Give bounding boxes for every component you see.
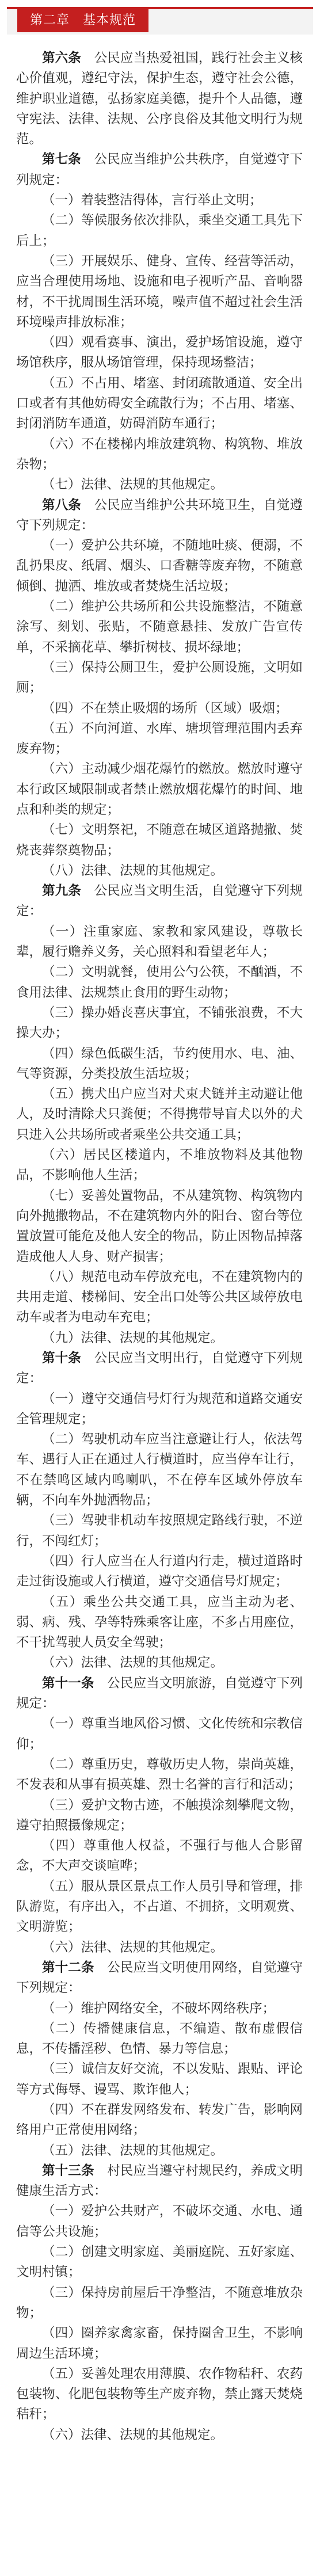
clause-paragraph	[16, 759, 303, 820]
clause-paragraph	[16, 1653, 303, 1673]
paragraph-text: （六）法律、法规的其他规定。	[42, 1655, 224, 1671]
clause-paragraph	[16, 1552, 303, 1592]
article-number: 第十三条	[42, 2163, 94, 2178]
clause-paragraph	[16, 2425, 303, 2445]
clause-paragraph	[16, 2242, 303, 2283]
paragraph-text: （三）诚信友好交流，不以发贴、跟贴、评论等方式侮辱、谩骂、欺诈他人；	[16, 2061, 303, 2097]
clause-paragraph	[16, 1755, 303, 1796]
paragraph-text: （七）妥善处置物品，不从建筑物、构筑物内向外抛撒物品，不在建筑物内外的阳台、窗台等位置放置可能危及他人安全的物品，防止因物品掉落造成他人人身、财产损害；	[16, 1188, 303, 1264]
clause-paragraph	[16, 1592, 303, 1653]
clause-paragraph	[16, 374, 303, 435]
paragraph-text: （六）居民区楼道内，不堆放物料及其他物品，不影响他人生活；	[16, 1148, 303, 1183]
clause-paragraph	[16, 536, 303, 597]
article-paragraph	[16, 1958, 303, 1999]
clause-paragraph	[16, 2201, 303, 2242]
paragraph-text: （五）妥善处理农用薄膜、农作物秸秆、农药包装物、化肥包装物等生产废弃物，禁止露天焚烧秸秆；	[16, 2366, 303, 2422]
clause-paragraph	[16, 211, 303, 251]
article-body	[0, 48, 320, 2445]
clause-paragraph	[16, 435, 303, 475]
clause-paragraph	[16, 251, 303, 333]
chapter-title: 第二章 基本规范	[17, 9, 148, 32]
paragraph-text: （八）规范电动车停放充电，不在建筑物内的共用走道、楼梯间、安全出口处等公共区域停放电动车或者为电动车充电；	[16, 1269, 303, 1325]
clause-paragraph	[16, 1511, 303, 1552]
paragraph-text: （一）尊重当地风俗习惯、文化传统和宗教信仰；	[16, 1716, 303, 1752]
paragraph-text: （五）法律、法规的其他规定。	[42, 2143, 224, 2158]
paragraph-text: （一）注重家庭、家教和家风建设，尊敬长辈，履行赡养义务，关心照料和看望老年人；	[16, 924, 303, 960]
clause-paragraph	[16, 1186, 303, 1267]
clause-paragraph	[16, 2059, 303, 2100]
paragraph-text: （五）乘坐公共交通工具，应当主动为老、弱、病、残、孕等特殊乘客让座，不多占用座位，不干扰驾驶人员安全驾驶；	[16, 1594, 303, 1651]
paragraph-text: （五）服从景区景点工作人员引导和管理，排队游览，有序出入，不占道、不拥挤，文明观赏、文明游览；	[16, 1878, 303, 1935]
clause-paragraph	[16, 1003, 303, 1044]
article-number: 第七条	[42, 152, 81, 167]
paragraph-text: （七）文明祭祀，不随意在城区道路抛撒、焚烧丧葬祭奠物品；	[16, 822, 303, 858]
paragraph-text: （四）圈养家禽家畜，保持圈舍卫生，不影响周边生活环境；	[16, 2326, 303, 2361]
paragraph-text: （六）不在楼梯内堆放建筑物、构筑物、堆放杂物；	[16, 436, 303, 472]
article-paragraph	[16, 496, 303, 536]
clause-paragraph	[16, 1389, 303, 1430]
clause-paragraph	[16, 1796, 303, 1836]
paragraph-text: （六）法律、法规的其他规定。	[42, 2427, 224, 2442]
paragraph-text: （一）爱护公共环境，不随地吐痰、便溺，不乱扔果皮、纸屑、烟头、口香糖等废弃物，不随意倾倒、抛洒、堆放或者焚烧生活垃圾；	[16, 538, 303, 594]
clause-paragraph	[16, 658, 303, 699]
clause-paragraph	[16, 1836, 303, 1877]
paragraph-text: （五）不占用、堵塞、封闭疏散通道、安全出口或者有其他妨碍安全疏散行为；不占用、堵塞、封闭消防车通道，妨碍消防车通行；	[16, 375, 303, 432]
paragraph-text: （六）法律、法规的其他规定。	[42, 1939, 224, 1955]
clause-paragraph	[16, 719, 303, 760]
clause-paragraph	[16, 475, 303, 495]
clause-paragraph	[16, 2283, 303, 2324]
article-paragraph	[16, 1348, 303, 1389]
article-paragraph	[16, 881, 303, 922]
paragraph-text: 公民应当文明出行，自觉遵守下列规定：	[16, 1351, 303, 1386]
paragraph-text: （二）驾驶机动车应当注意避让行人，依法驾车、遇行人正在通过人行横道时，应当停车让行，不在禁鸣区域内鸣喇叭，不在停车区域外停放车辆，不向车外抛洒物品；	[16, 1432, 303, 1508]
clause-paragraph	[16, 1084, 303, 1145]
paragraph-text: （四）绿色低碳生活，节约使用水、电、油、气等资源，分类投放生活垃圾；	[16, 1046, 303, 1081]
paragraph-text: （五）携犬出户应当对犬束犬链并主动避让他人，及时清除犬只粪便；不得携带导盲犬以外的犬只进入公共场所或者乘坐公共交通工具；	[16, 1087, 303, 1142]
article-paragraph	[16, 2161, 303, 2202]
paragraph-text: （一）爱护公共财产，不破坏交通、水电、通信等公共设施；	[16, 2204, 303, 2239]
clause-paragraph	[16, 333, 303, 374]
paragraph-text: （二）文明就餐，使用公勺公筷，不酗酒，不食用法律、法规禁止食用的野生动物；	[16, 965, 303, 1000]
clause-paragraph	[16, 1714, 303, 1755]
clause-paragraph	[16, 1999, 303, 2019]
paragraph-text: （四）观看赛事、演出，爱护场馆设施，遵守场馆秩序，服从场馆管理，保持现场整洁；	[16, 335, 303, 371]
clause-paragraph	[16, 2323, 303, 2364]
paragraph-text: （九）法律、法规的其他规定。	[42, 1330, 224, 1346]
article-paragraph	[16, 150, 303, 190]
paragraph-text: （三）开展娱乐、健身、宣传、经营等活动，应当合理使用场地、设施和电子视听产品、音响器材，不干扰周围生活环境，噪声值不超过社会生活环境噪声排放标准；	[16, 253, 303, 330]
clause-paragraph	[16, 1430, 303, 1511]
clause-paragraph	[16, 597, 303, 658]
paragraph-text: （三）操办婚丧喜庆事宜，不铺张浪费，不大操大办；	[16, 1005, 303, 1041]
paragraph-text: 公民应当文明旅游，自觉遵守下列规定：	[16, 1675, 303, 1712]
paragraph-text: 公民应当维护公共秩序，自觉遵守下列规定：	[16, 152, 303, 188]
clause-paragraph	[16, 2141, 303, 2161]
article-number: 第九条	[42, 883, 81, 899]
paragraph-text: （八）法律、法规的其他规定。	[42, 863, 224, 878]
paragraph-text: （一）维护网络安全，不破坏网络秩序；	[42, 2000, 276, 2016]
paragraph-text: （二）维护公共场所和公共设施整洁，不随意涂写、刻划、张贴，不随意悬挂、发放广告宣传单，不采摘花草、攀折树枝、损坏绿地；	[16, 599, 303, 655]
paragraph-text: 公民应当文明生活，自觉遵守下列规定：	[16, 883, 303, 919]
paragraph-text: （四）行人应当在人行道内行走，横过道路时走过街设施或人行横道，遵守交通信号灯规定；	[16, 1553, 303, 1590]
clause-paragraph	[16, 190, 303, 211]
paragraph-text: （二）尊重历史，尊敬历史人物，崇尚英雄，不发表和从事有损英雄、烈士名誉的言行和活动；	[16, 1756, 303, 1793]
clause-paragraph	[16, 922, 303, 963]
paragraph-text: （四）不在群发网络发布、转发广告，影响网络用户正常使用网络；	[16, 2102, 303, 2138]
paragraph-text: （一）着装整洁得体，言行举止文明；	[42, 193, 262, 208]
paragraph-text: （二）创建文明家庭、美丽庭院、五好家庭、文明村镇；	[16, 2245, 303, 2280]
paragraph-text: （三）驾驶非机动车按照规定路线行驶，不逆行，不闯红灯；	[16, 1513, 303, 1549]
article-number: 第十二条	[42, 1960, 94, 1975]
article-number: 第十一条	[42, 1675, 94, 1691]
paragraph-text: 公民应当热爱祖国，践行社会主义核心价值观，遵纪守法，保护生态，遵守社会公德，维护职业道德，弘扬家庭美德，提升个人品德，遵守宪法、法律、法规、公序良俗及其他文明行为规范。	[16, 51, 303, 147]
paragraph-text: （一）遵守交通信号灯行为规范和道路交通安全管理规定；	[16, 1391, 303, 1427]
paragraph-text: 村民应当遵守村规民约，养成文明健康生活方式：	[16, 2163, 303, 2199]
clause-paragraph	[16, 1044, 303, 1085]
clause-paragraph	[16, 2364, 303, 2425]
clause-paragraph	[16, 2100, 303, 2141]
paragraph-text: （三）保持公厕卫生，爱护公厕设施，文明如厕；	[16, 660, 303, 696]
article-paragraph	[16, 1674, 303, 1714]
paragraph-text: （二）等候服务依次排队，乘坐交通工具先下后上；	[16, 213, 303, 249]
paragraph-text: （二）传播健康信息，不编造、散布虚假信息，不传播淫秽、色情、暴力等信息；	[16, 2021, 303, 2057]
clause-paragraph	[16, 1328, 303, 1348]
clause-paragraph	[16, 2019, 303, 2060]
clause-paragraph	[16, 1877, 303, 1938]
paragraph-text: （三）爱护文物古迹，不触摸涂刻攀爬文物，遵守拍照摄像规定；	[16, 1797, 303, 1833]
clause-paragraph	[16, 861, 303, 881]
paragraph-text: （四）尊重他人权益，不强行与他人合影留念，不大声交谈喧哗；	[16, 1838, 303, 1874]
paragraph-text: （三）保持房前屋后干净整洁，不随意堆放杂物；	[16, 2285, 303, 2320]
paragraph-text: （七）法律、法规的其他规定。	[42, 477, 224, 493]
article-paragraph	[16, 48, 303, 150]
paragraph-text: 公民应当维护公共环境卫生，自觉遵守下列规定：	[16, 497, 303, 533]
clause-paragraph	[16, 1145, 303, 1186]
chapter-banner	[7, 7, 313, 35]
clause-paragraph	[16, 1938, 303, 1958]
clause-paragraph	[16, 1267, 303, 1328]
paragraph-text: 公民应当文明使用网络，自觉遵守下列规定：	[16, 1960, 303, 1996]
paragraph-text: （四）不在禁止吸烟的场所（区域）吸烟；	[42, 700, 288, 716]
clause-paragraph	[16, 820, 303, 861]
article-page	[0, 7, 320, 2576]
paragraph-text: （五）不向河道、水库、塘坝管理范围内丢弃废弃物；	[16, 721, 303, 757]
clause-paragraph	[16, 699, 303, 719]
paragraph-text: （六）主动减少烟花爆竹的燃放。燃放时遵守本行政区域限制或者禁止燃放烟花爆竹的时间、地点和种类的规定；	[16, 761, 303, 817]
article-number: 第六条	[42, 51, 81, 66]
article-number: 第十条	[42, 1351, 81, 1366]
clause-paragraph	[16, 962, 303, 1003]
article-number: 第八条	[42, 497, 81, 513]
